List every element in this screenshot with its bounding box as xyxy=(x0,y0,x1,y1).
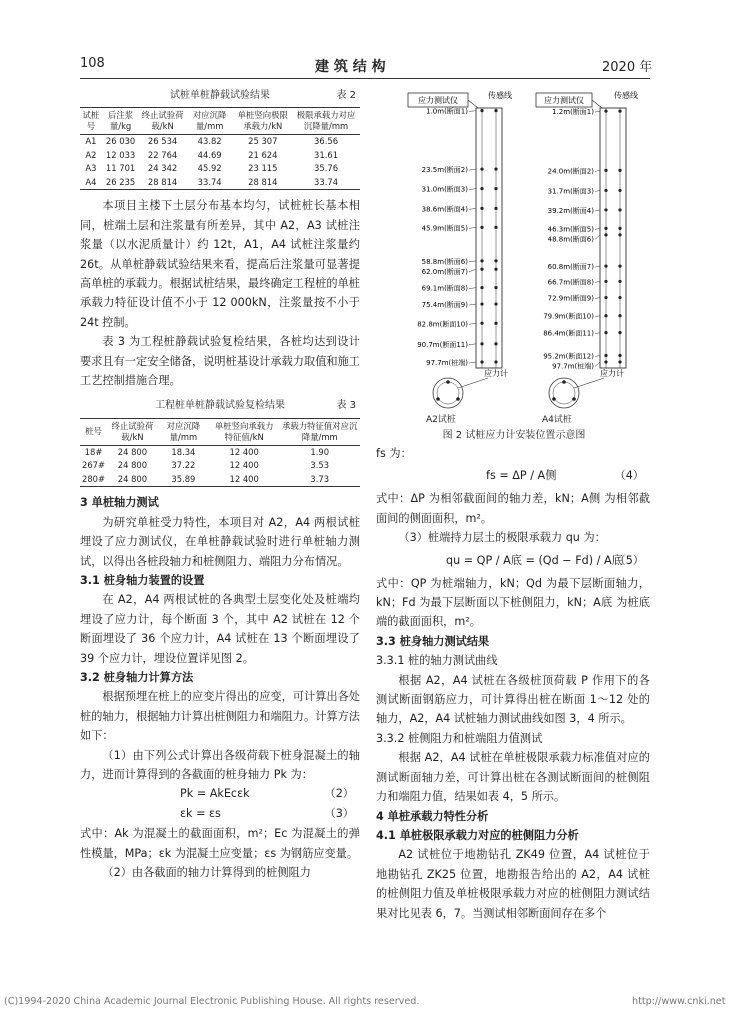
stress-gauge-dot xyxy=(494,207,497,210)
section-leader-line xyxy=(595,235,600,240)
paragraph: 根据 A2，A4 试桩在单桩极限承载力标准值对应的测试断面轴力差，可计算出桩在各测试断面间的桩侧阻力和端阻力值，结果如表 4，5 所示。 xyxy=(376,751,650,804)
paragraph: 在 A2，A4 两根试桩的各典型土层变化处及桩端均埋设了应力计，每个断面 3 个，其中 A2 试桩在 12 个断面埋设了 36 个应力计，A4 试桩在 13 个断面埋设了 39 个应力计，埋设位置详见图 2。 xyxy=(80,593,360,665)
table2-col-header: 单桩竖向极限承载力/kN xyxy=(233,108,292,135)
paragraph: 为研究单桩受力特性，本项目对 A2，A4 两根试桩埋设了应力测试仪，在单桩静载试验时进行单桩轴力测试，以得出各桩段轴力和桩侧阻力、端阻力分布情况。 xyxy=(80,515,360,568)
paragraph: A2 试桩位于地勘钻孔 ZK49 位置，A4 试桩位于地勘钻孔 ZK25 位置，地勘报告给出的 A2，A4 试桩的桩侧阻力值及单桩极限承载力对应的桩侧阻力测试结果对比见表 6，7。当测试相邻断面间存在多个 xyxy=(376,848,650,920)
section-leader-line xyxy=(469,323,476,324)
a4-line-label: 传感线 xyxy=(614,91,638,100)
subsection-heading: 3.3.1 桩的轴力测试曲线 xyxy=(376,654,498,668)
section-label: 46.3m(断面5) xyxy=(547,225,594,234)
section-label: 95.2m(断面12) xyxy=(543,352,594,361)
table3-header-row xyxy=(80,418,360,445)
section-label: 1.2m(断面1) xyxy=(552,108,594,117)
paragraph: 本项目主楼下土层分布基本均匀，试桩桩长基本相同，桩端土层和注浆量有所差异，其中 A2，A3 试桩注浆量（以水泥质量计）约 12t，A1，A4 试桩注浆量约 26t。从单桩静载试验结果来看，提高后注浆量可显著提高单桩的承载力。根据试桩结果，最终确定工程桩的单桩承载力特征设计值不小于 12 000kN，注浆量按不小于 24t 控制。 xyxy=(80,199,360,329)
section-label: 24.0m(断面2) xyxy=(547,167,594,176)
section-heading: 3.2 桩身轴力计算方法 xyxy=(80,671,194,685)
section-leader-line xyxy=(469,189,476,190)
stress-gauge-dot xyxy=(480,259,483,262)
section-leader-line xyxy=(469,208,476,209)
equation-3: εk = εs （3） xyxy=(180,807,354,821)
a4-gauge-label: 应力计 xyxy=(600,369,624,378)
paragraph: 根据 A2，A4 试桩在各级桩顶荷载 P 作用下的各测试断面钢筋应力，可计算得出桩在断面 1～12 处的轴力，A2，A4 试桩轴力测试曲线如图 3，4 所示。 xyxy=(376,673,650,726)
section-leader-line xyxy=(469,288,476,289)
stress-gauge-dot xyxy=(604,280,607,283)
stress-gauge-dot xyxy=(618,169,621,172)
section-label: 97.7m(桩端) xyxy=(552,362,594,371)
stress-gauge-dot xyxy=(480,286,483,289)
table3-col-header: 对应沉降量/mm xyxy=(158,418,209,445)
table-row: A3 11 701 24 342 45.92 23 115 35.76 xyxy=(85,163,339,174)
stress-gauge-dot xyxy=(618,110,621,113)
footer-url: http://www.cnki.net xyxy=(632,996,726,1007)
paragraph: （3）桩端持力层土的极限承载力 qu 为： xyxy=(398,531,606,545)
stress-gauge-dot xyxy=(604,233,607,236)
stress-gauge-dot xyxy=(494,109,497,112)
stress-gauge-dot xyxy=(480,360,483,363)
table2-col-header: 极限承载力对应沉降量/mm xyxy=(292,108,360,135)
table2-col-header: 后注浆量/kg xyxy=(102,108,139,135)
stress-gauge-dot xyxy=(618,360,621,363)
stress-gauge-dot xyxy=(618,314,621,317)
stress-gauge-dot xyxy=(494,268,497,271)
stress-gauge-dot xyxy=(494,302,497,305)
a4-pile-body xyxy=(600,108,626,368)
stress-gauge-dot xyxy=(618,208,621,211)
stress-gauge-dot xyxy=(494,286,497,289)
a2-pile-name: A2试桩 xyxy=(426,415,456,425)
section-leader-line xyxy=(595,111,600,112)
stress-gauge-dot xyxy=(604,208,607,211)
table2-caption: 试桩单桩静载试验结果 表 2 xyxy=(170,90,356,101)
table-row: 280# 24 800 35.89 12 400 3.73 xyxy=(80,473,360,487)
section-label: 62.0m(断面7) xyxy=(421,267,468,276)
section-leader-line xyxy=(595,362,600,367)
left-column xyxy=(80,86,360,883)
stress-gauge-dot xyxy=(604,189,607,192)
section-heading: 3.3 桩身轴力测试结果 xyxy=(376,634,490,648)
stress-gauge-dot xyxy=(604,331,607,334)
stress-gauge-dot xyxy=(604,296,607,299)
stress-gauge-dot xyxy=(604,169,607,172)
paragraph: fs 为： xyxy=(376,447,412,460)
section-heading: 4.1 单桩极限承载力对应的桩侧阻力分析 xyxy=(376,828,579,842)
section-label: 75.4m(断面9) xyxy=(421,301,468,310)
stress-gauge-dot xyxy=(618,280,621,283)
stress-gauge-dot xyxy=(494,259,497,262)
section-label: 82.8m(断面10) xyxy=(417,320,468,329)
section-heading: 3 单桩轴力测试 xyxy=(80,496,159,510)
table-row: 267# 24 800 37.22 12 400 3.53 xyxy=(82,460,330,471)
table3 xyxy=(80,418,360,488)
stress-gauge-dot xyxy=(618,189,621,192)
a2-gauge-label: 应力计 xyxy=(484,369,508,378)
table-row: 18# 24 800 18.34 12 400 1.90 xyxy=(84,446,330,457)
paragraph: （2）由各截面的轴力计算得到的桩侧阻力 xyxy=(102,866,311,880)
section-leader-line xyxy=(469,362,476,363)
paragraph: 式中：Ak 为混凝土的截面面积，m²；Ec 为混凝土的弹性模量，MPa；εk 为混凝土应变量；εs 为钢筋应变量。 xyxy=(80,827,360,860)
stress-gauge-dot xyxy=(480,109,483,112)
paragraph: 式中：QP 为桩端轴力，kN；Qd 为最下层断面轴力，kN；Fd 为最下层断面以下桩侧阻力，kN；A底 为桩底端的截面面积，m²。 xyxy=(376,576,650,629)
stress-gauge-dot xyxy=(494,360,497,363)
section-label: 38.6m(断面4) xyxy=(421,205,468,214)
journal-title: 建 筑 结 构 xyxy=(315,59,386,75)
section-heading: 3.1 桩身轴力装置的设置 xyxy=(80,574,205,587)
a2-section-labels xyxy=(417,107,497,367)
a2-tag-label: 应力测试仪 xyxy=(418,96,458,105)
section-label: 1.0m(断面1) xyxy=(426,107,468,116)
stress-gauge-dot xyxy=(618,354,621,357)
stress-gauge-dot xyxy=(494,226,497,229)
section-heading: 4 单桩承载力特性分析 xyxy=(376,809,489,823)
section-label: 31.7m(断面3) xyxy=(547,187,594,196)
stress-gauge-dot xyxy=(604,360,607,363)
section-leader-line xyxy=(469,111,476,112)
equation-5: qu = QP / A底 = (Qd − Fd) / A底 （5） xyxy=(446,553,644,567)
table3-col-header: 承载力特征值对应沉降量/mm xyxy=(279,418,360,445)
section-label: 69.1m(断面8) xyxy=(421,284,468,293)
figure-2 xyxy=(378,88,650,430)
section-label: 86.4m(断面11) xyxy=(543,329,594,338)
table3-col-header: 桩号 xyxy=(80,418,107,445)
figure-2-caption: 图 2 试桩应力计安装位置示意图 xyxy=(442,430,586,441)
section-leader-line xyxy=(595,266,600,267)
table3-caption: 工程桩单桩静载试验复检结果 表 3 xyxy=(155,400,356,412)
stress-gauge-dot xyxy=(480,322,483,325)
stress-gauge-dot xyxy=(604,264,607,267)
stress-gauge-dot xyxy=(604,110,607,113)
section-leader-line xyxy=(595,356,600,357)
section-leader-line xyxy=(469,304,476,305)
section-leader-line xyxy=(469,269,476,272)
paragraph: 根据预埋在桩上的应变片得出的应变，可计算出各处桩的轴力，根据轴力计算出桩侧阻力和端阻力。计算方法如下： xyxy=(80,690,360,743)
section-label: 31.0m(断面3) xyxy=(421,185,468,194)
table2-col-header: 终止试验荷载/kN xyxy=(139,108,186,135)
stress-gauge-dot xyxy=(618,264,621,267)
figure-2-drawing xyxy=(378,88,650,412)
section-label: 58.8m(断面6) xyxy=(421,257,468,266)
section-label: 45.9m(断面5) xyxy=(421,224,468,233)
section-leader-line xyxy=(595,210,600,211)
stress-gauge-dot xyxy=(494,187,497,190)
stress-gauge-dot xyxy=(604,314,607,317)
table-row: A2 12 033 22 764 44.69 21 624 31.61 xyxy=(85,149,339,160)
section-label: 79.9m(断面10) xyxy=(543,312,594,321)
section-label: 72.9m(断面9) xyxy=(547,294,594,303)
a4-tag-label: 应力测试仪 xyxy=(544,96,584,105)
section-leader-line xyxy=(595,316,600,317)
a4-section-labels xyxy=(543,107,621,370)
section-label: 97.7m(桩端) xyxy=(426,359,468,368)
stress-gauge-dot xyxy=(618,331,621,334)
table2-col-header: 对应沉降量/mm xyxy=(186,108,234,135)
table3-col-header: 单桩竖向承载力特征值/kN xyxy=(209,418,279,445)
paragraph: 式中：ΔP 为相邻截面间的轴力差，kN；A侧 为相邻截面间的侧面面积，m²。 xyxy=(376,492,650,525)
section-leader-line xyxy=(595,281,600,282)
table3-col-header: 终止试验荷载/kN xyxy=(107,418,158,445)
paragraph: （1）由下列公式计算出各级荷载下桩身混凝土的轴力，进而计算得到的各截面的桩身轴力 Pk 为： xyxy=(80,748,360,782)
section-leader-line xyxy=(595,298,600,299)
issue-year: 2020 年 xyxy=(602,60,653,75)
section-leader-line xyxy=(595,333,600,334)
a2-pile-body xyxy=(476,108,502,368)
stress-gauge-dot xyxy=(480,302,483,305)
right-column xyxy=(376,444,650,923)
section-leader-line xyxy=(595,190,600,191)
footer-copyright: (C)1994-2020 China Academic Journal Electronic Publishing House. All rights reserved. xyxy=(4,996,420,1007)
table2 xyxy=(80,107,360,190)
a4-pile-name: A4试桩 xyxy=(542,415,572,425)
section-leader-line xyxy=(595,170,600,171)
section-label: 23.5m(断面2) xyxy=(421,166,468,175)
section-label: 66.7m(断面8) xyxy=(547,278,594,287)
stress-gauge-dot xyxy=(480,207,483,210)
section-leader-line xyxy=(469,344,476,345)
stress-gauge-dot xyxy=(618,296,621,299)
stress-gauge-dot xyxy=(480,342,483,345)
section-leader-line xyxy=(595,228,600,229)
equation-4: fs = ΔP / A侧 （4） xyxy=(486,469,644,483)
stress-gauge-dot xyxy=(618,227,621,230)
header-rule xyxy=(80,78,650,79)
stress-gauge-dot xyxy=(480,226,483,229)
section-label: 90.7m(断面11) xyxy=(417,340,468,349)
section-label: 60.8m(断面7) xyxy=(547,263,594,272)
section-label: 39.2m(断面4) xyxy=(547,206,594,215)
table2-col-header: 试桩号 xyxy=(80,108,102,135)
section-leader-line xyxy=(469,261,476,262)
section-leader-line xyxy=(469,227,476,228)
stress-gauge-dot xyxy=(480,168,483,171)
stress-gauge-dot xyxy=(494,168,497,171)
stress-gauge-dot xyxy=(604,227,607,230)
section-label: 48.8m(断面6) xyxy=(547,235,594,244)
paragraph: 表 3 为工程桩静载试验复检结果，各桩均达到设计要求且有一定安全储备，说明桩基设计承载力取值和施工工艺控制措施合理。 xyxy=(80,335,360,388)
table-row: A4 26 235 28 814 33.74 28 814 33.74 xyxy=(80,176,360,190)
a2-line-label: 传感线 xyxy=(488,91,512,100)
table-row: A1 26 030 26 534 43.82 25 307 36.56 xyxy=(85,136,339,147)
stress-gauge-dot xyxy=(494,322,497,325)
subsection-heading: 3.3.2 桩侧阻力和桩端阻力值测试 xyxy=(376,731,543,745)
equation-2: Pk = AkEcεk （2） xyxy=(180,787,354,801)
stress-gauge-dot xyxy=(480,187,483,190)
stress-gauge-dot xyxy=(618,233,621,236)
table2-header-row xyxy=(80,108,360,135)
page-number: 108 xyxy=(80,56,105,71)
stress-gauge-dot xyxy=(494,342,497,345)
stress-gauge-dot xyxy=(480,268,483,271)
stress-gauge-dot xyxy=(604,354,607,357)
section-leader-line xyxy=(469,169,476,170)
